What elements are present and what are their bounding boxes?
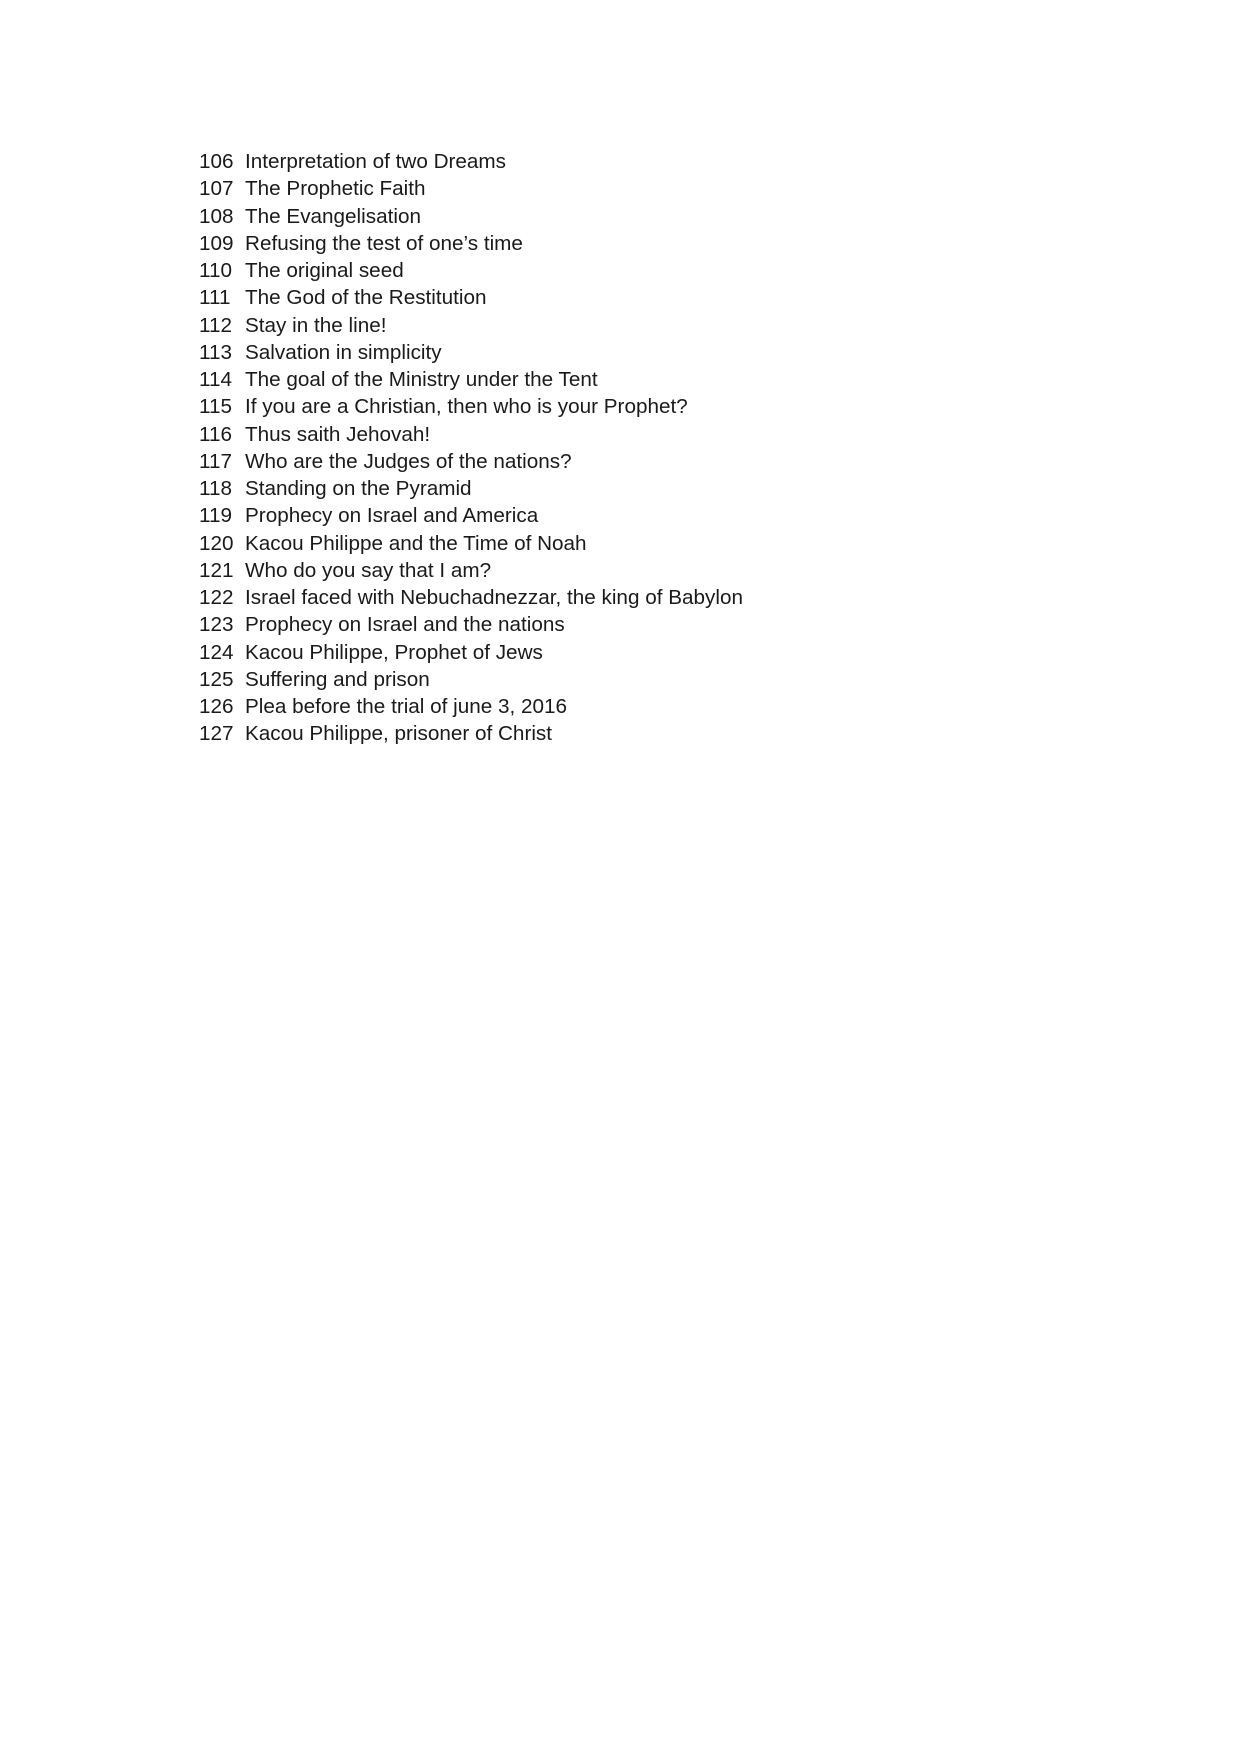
toc-entry-number: 106 <box>199 150 234 173</box>
toc-entry <box>199 366 743 393</box>
toc-entry-number: 127 <box>199 722 234 746</box>
toc-entry-title: Plea before the trial of june 3, 2016 <box>245 695 568 718</box>
toc-entry-title: Kacou Philippe and the Time of Noah <box>245 531 587 555</box>
toc-entry-number: 107 <box>199 177 234 201</box>
toc-entry-number: 114 <box>199 368 232 391</box>
toc-entry-title: Prophecy on Israel and the nations <box>245 613 565 637</box>
toc-entry-title: Refusing the test of one’s time <box>245 231 523 255</box>
toc-entry-title: Stay in the line! <box>245 313 387 337</box>
toc-entry-number: 122 <box>199 586 234 609</box>
toc-entry-title: Kacou Philippe, prisoner of Christ <box>245 722 553 746</box>
toc-entry-title: The God of the Restitution <box>245 286 487 310</box>
toc-entry-number: 109 <box>199 231 234 255</box>
toc-entry-title: Suffering and prison <box>245 667 430 691</box>
toc-entry <box>199 666 743 693</box>
toc-entry-number: 126 <box>199 695 234 718</box>
toc-entry-number: 124 <box>199 640 234 664</box>
toc-entry-title: The Prophetic Faith <box>245 177 426 201</box>
toc-entry-title: Thus saith Jehovah! <box>245 422 431 446</box>
toc-entry <box>199 284 743 311</box>
toc-entry-title: Prophecy on Israel and America <box>245 504 539 528</box>
toc-entry-title: Standing on the Pyramid <box>245 477 472 500</box>
toc-entry-title: If you are a Christian, then who is your Prophet? <box>245 395 688 419</box>
toc-entry <box>199 175 743 202</box>
toc-entry <box>199 720 743 747</box>
toc-entry <box>199 148 743 175</box>
toc-entry-title: Who are the Judges of the nations? <box>245 449 572 473</box>
toc-list <box>199 148 743 748</box>
toc-entry-number: 123 <box>199 613 234 637</box>
toc-entry <box>199 203 743 230</box>
toc-entry-number: 112 <box>199 313 232 337</box>
toc-entry-number: 125 <box>199 667 234 691</box>
toc-entry <box>199 230 743 257</box>
toc-entry-number: 121 <box>199 558 234 582</box>
toc-entry-title: Interpretation of two Dreams <box>245 150 507 173</box>
toc-entry <box>199 448 743 475</box>
toc-entry-number: 119 <box>199 504 232 528</box>
toc-entry-number: 108 <box>199 204 234 228</box>
toc-entry <box>199 475 743 502</box>
toc-entry-title: The Evangelisation <box>245 204 421 228</box>
toc-entry-number: 110 <box>199 259 232 282</box>
toc-entry-number: 111 <box>199 286 231 310</box>
toc-entry-title: The goal of the Ministry under the Tent <box>245 368 598 391</box>
toc-entry-title: Israel faced with Nebuchadnezzar, the king of Babylon <box>245 586 743 609</box>
toc-entry-number: 115 <box>199 395 232 419</box>
toc-entry-number: 117 <box>199 449 232 473</box>
toc-entry <box>199 693 743 720</box>
toc-entry <box>199 502 743 529</box>
toc-entry <box>199 557 743 584</box>
toc-entry <box>199 339 743 366</box>
toc-entry <box>199 421 743 448</box>
toc-entry-number: 113 <box>199 340 232 364</box>
toc-entry <box>199 257 743 284</box>
toc-entry-title: Kacou Philippe, Prophet of Jews <box>245 640 543 664</box>
toc-entry <box>199 639 743 666</box>
toc-entry <box>199 611 743 638</box>
toc-entry-title: Salvation in simplicity <box>245 340 442 364</box>
toc-entry <box>199 584 743 611</box>
toc-entry <box>199 393 743 420</box>
toc-entry <box>199 530 743 557</box>
toc-entry <box>199 312 743 339</box>
toc-entry-number: 118 <box>199 477 232 500</box>
toc-entry-number: 120 <box>199 531 234 555</box>
toc-entry-title: The original seed <box>245 259 404 282</box>
toc-entry-number: 116 <box>199 422 232 446</box>
toc-entry-title: Who do you say that I am? <box>245 558 492 582</box>
